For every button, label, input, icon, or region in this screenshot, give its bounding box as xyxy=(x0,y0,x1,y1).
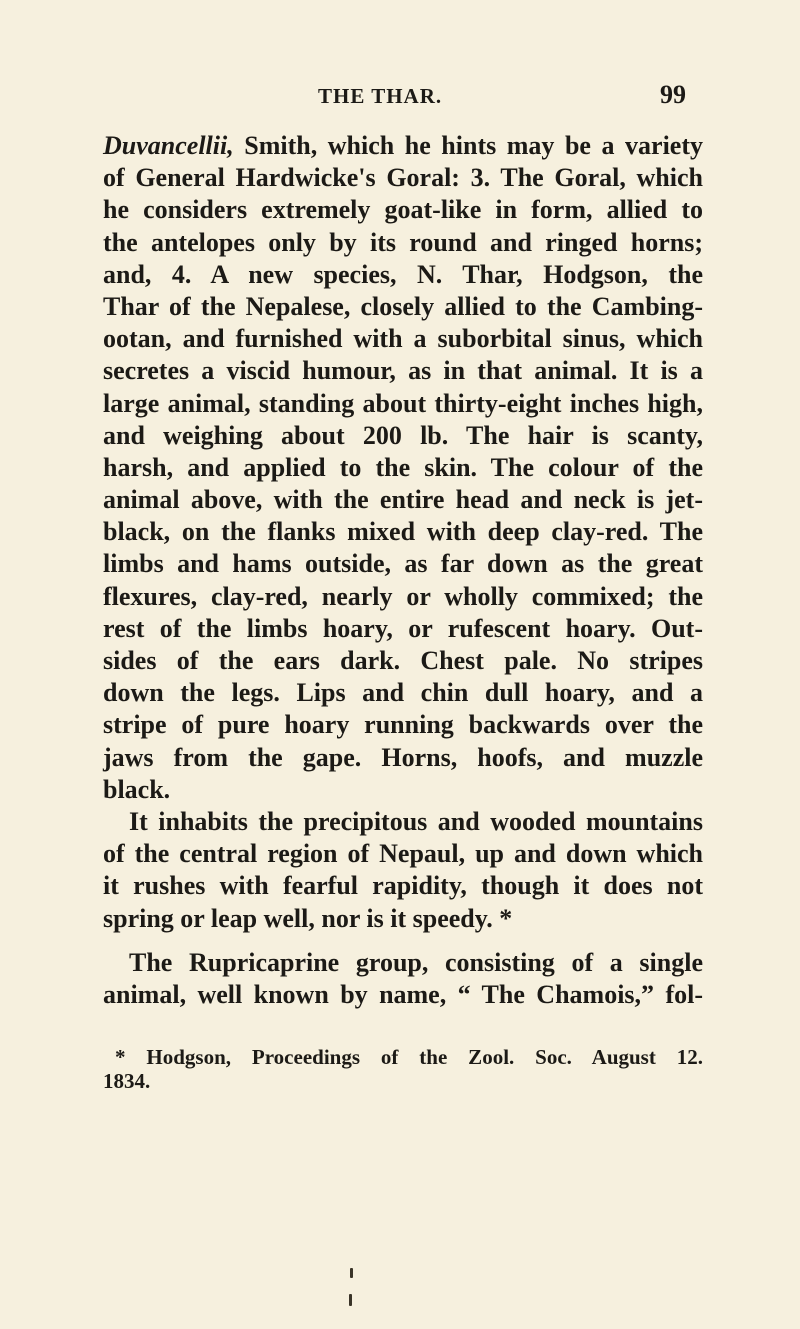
text-line: large animal, standing about thirty-eight inches high, xyxy=(103,388,703,418)
text-line: black, on the flanks mixed with deep clay-red. The xyxy=(103,517,703,547)
paragraph-gap xyxy=(103,935,703,947)
text-line: the antelopes only by its round and ringed horns; xyxy=(103,227,703,257)
text-line: stripe of pure hoary running backwards over the xyxy=(103,710,703,740)
text-line: jaws from the gape. Horns, hoofs, and muzzle xyxy=(103,742,703,772)
text-line: animal above, with the entire head and neck is jet- xyxy=(103,485,703,515)
text-line xyxy=(103,130,703,162)
text-line: black. xyxy=(103,774,171,804)
text-line: of the central region of Nepaul, up and down which xyxy=(103,839,703,869)
running-title: THE THAR. xyxy=(318,84,443,108)
text-line: sides of the ears dark. Chest pale. No stripes xyxy=(103,646,703,675)
text-line: flexures, clay-red, nearly or wholly commixed; the xyxy=(103,581,703,611)
text-line: limbs and hams outside, as far down as the great xyxy=(103,549,703,579)
body-text xyxy=(103,130,703,1011)
text-line: and weighing about 200 lb. The hair is scanty, xyxy=(103,420,703,450)
text-line: Thar of the Nepalese, closely allied to the Cambing- xyxy=(103,291,703,321)
text-line: he considers extremely goat-like in form, allied to xyxy=(103,195,703,225)
ink-speck xyxy=(349,1294,352,1306)
text-line: harsh, and applied to the skin. The colour of the xyxy=(103,452,703,482)
footnote xyxy=(103,1045,703,1093)
text-line: it rushes with fearful rapidity, though it does not xyxy=(103,871,703,901)
first-line-rest: Smith, which he hints may be a variety xyxy=(233,131,703,160)
text-line: secretes a viscid humour, as in that animal. It is a xyxy=(103,356,703,386)
text-line: The Rupricaprine group, consisting of a single xyxy=(129,947,703,977)
page-header xyxy=(0,80,800,116)
text-line: spring or leap well, nor is it speedy. * xyxy=(103,903,513,933)
text-line: animal, well known by name, “ The Chamois,” fol- xyxy=(103,979,703,1009)
text-line: rest of the limbs hoary, or rufescent hoary. Out- xyxy=(103,613,703,643)
ink-speck xyxy=(350,1268,353,1278)
text-line: of General Hardwicke's Goral: 3. The Goral, which xyxy=(103,163,703,193)
text-line: It inhabits the precipitous and wooded mountains xyxy=(129,806,703,836)
page-number: 99 xyxy=(660,80,686,109)
text-line: and, 4. A new species, N. Thar, Hodgson, the xyxy=(103,259,703,289)
text-line: down the legs. Lips and chin dull hoary, and a xyxy=(103,678,703,708)
print-specks xyxy=(348,1268,354,1308)
footnote-line: * Hodgson, Proceedings of the Zool. Soc. August 12. xyxy=(115,1045,703,1069)
footnote-line: 1834. xyxy=(103,1069,151,1093)
text-line: ootan, and furnished with a suborbital sinus, which xyxy=(103,324,703,354)
species-name: Duvancellii, xyxy=(103,131,234,160)
